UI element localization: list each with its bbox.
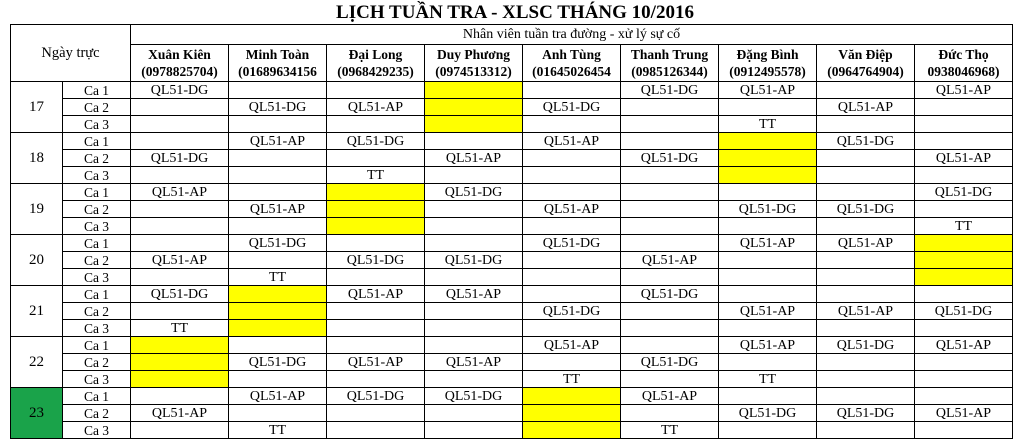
shift-row xyxy=(11,320,1013,337)
shift-label: Ca 1 xyxy=(63,133,131,150)
assignment-cell: QL51-DG xyxy=(621,354,719,371)
shift-label: Ca 2 xyxy=(63,405,131,422)
day-number: 18 xyxy=(11,133,63,184)
shift-label: Ca 1 xyxy=(63,82,131,99)
assignment-cell xyxy=(523,116,621,133)
assignment-cell: QL51-DG xyxy=(327,252,425,269)
assignment-cell xyxy=(425,320,523,337)
day-column-header: Ngày trực xyxy=(11,25,131,82)
assignment-cell: QL51-DG xyxy=(425,252,523,269)
assignment-cell xyxy=(131,167,229,184)
staff-header xyxy=(719,45,817,82)
off-duty-cell xyxy=(523,388,621,405)
staff-name: Duy Phương xyxy=(437,47,510,62)
assignment-cell: TT xyxy=(719,371,817,388)
assignment-cell xyxy=(621,371,719,388)
assignment-cell xyxy=(425,303,523,320)
assignment-cell xyxy=(327,337,425,354)
shift-row xyxy=(11,286,1013,303)
assignment-cell xyxy=(621,320,719,337)
assignment-cell: QL51-AP xyxy=(425,354,523,371)
staff-header xyxy=(229,45,327,82)
assignment-cell xyxy=(327,235,425,252)
staff-phone: (0985126344) xyxy=(631,64,708,79)
assignment-cell: QL51-AP xyxy=(327,286,425,303)
assignment-cell xyxy=(425,167,523,184)
assignment-cell xyxy=(425,218,523,235)
assignment-cell xyxy=(817,320,915,337)
assignment-cell xyxy=(621,167,719,184)
assignment-cell: QL51-DG xyxy=(131,286,229,303)
assignment-cell xyxy=(817,82,915,99)
assignment-cell: QL51-AP xyxy=(817,99,915,116)
assignment-cell: QL51-DG xyxy=(621,82,719,99)
assignment-cell: QL51-DG xyxy=(425,184,523,201)
assignment-cell xyxy=(523,82,621,99)
shift-row xyxy=(11,337,1013,354)
shift-label: Ca 2 xyxy=(63,252,131,269)
assignment-cell xyxy=(719,422,817,439)
assignment-cell: QL51-AP xyxy=(523,337,621,354)
header-row-staff xyxy=(11,45,1013,82)
shift-label: Ca 3 xyxy=(63,116,131,133)
shift-row xyxy=(11,235,1013,252)
assignment-cell xyxy=(425,133,523,150)
assignment-cell: QL51-AP xyxy=(719,303,817,320)
day-number: 20 xyxy=(11,235,63,286)
assignment-cell: QL51-DG xyxy=(523,235,621,252)
assignment-cell xyxy=(327,303,425,320)
assignment-cell xyxy=(817,116,915,133)
assignment-cell: QL51-AP xyxy=(915,337,1013,354)
assignment-cell xyxy=(229,82,327,99)
off-duty-cell xyxy=(915,235,1013,252)
staff-name: Thanh Trung xyxy=(630,47,709,62)
assignment-cell xyxy=(817,184,915,201)
shift-row xyxy=(11,184,1013,201)
assignment-cell xyxy=(425,201,523,218)
staff-header xyxy=(621,45,719,82)
assignment-cell: QL51-DG xyxy=(523,303,621,320)
shift-label: Ca 2 xyxy=(63,99,131,116)
assignment-cell: QL51-DG xyxy=(131,82,229,99)
assignment-cell xyxy=(915,167,1013,184)
off-duty-cell xyxy=(719,150,817,167)
assignment-cell xyxy=(425,337,523,354)
shift-label: Ca 1 xyxy=(63,337,131,354)
off-duty-cell xyxy=(915,269,1013,286)
assignment-cell xyxy=(621,303,719,320)
assignment-cell xyxy=(915,320,1013,337)
assignment-cell xyxy=(915,201,1013,218)
assignment-cell xyxy=(131,235,229,252)
assignment-cell: QL51-DG xyxy=(915,184,1013,201)
assignment-cell xyxy=(523,184,621,201)
shift-label: Ca 3 xyxy=(63,218,131,235)
assignment-cell: QL51-DG xyxy=(817,337,915,354)
off-duty-cell xyxy=(327,201,425,218)
assignment-cell xyxy=(817,422,915,439)
assignment-cell xyxy=(621,337,719,354)
staff-header xyxy=(327,45,425,82)
assignment-cell xyxy=(523,218,621,235)
assignment-cell xyxy=(719,184,817,201)
staff-phone: (01689634156 xyxy=(238,64,317,79)
assignment-cell: QL51-AP xyxy=(523,133,621,150)
assignment-cell xyxy=(425,422,523,439)
assignment-cell xyxy=(327,405,425,422)
assignment-cell xyxy=(327,150,425,167)
schedule-body xyxy=(11,25,1013,439)
off-duty-cell xyxy=(425,116,523,133)
assignment-cell xyxy=(621,116,719,133)
assignment-cell: QL51-AP xyxy=(131,405,229,422)
assignment-cell xyxy=(523,354,621,371)
off-duty-cell xyxy=(131,354,229,371)
assignment-cell: TT xyxy=(229,269,327,286)
assignment-cell xyxy=(915,354,1013,371)
assignment-cell: QL51-AP xyxy=(817,235,915,252)
staff-name: Đại Long xyxy=(348,47,403,62)
shift-row xyxy=(11,388,1013,405)
staff-header xyxy=(817,45,915,82)
assignment-cell xyxy=(229,337,327,354)
assignment-cell xyxy=(425,371,523,388)
assignment-cell: QL51-AP xyxy=(229,133,327,150)
patrol-schedule-table xyxy=(10,24,1013,439)
assignment-cell xyxy=(131,116,229,133)
assignment-cell: QL51-DG xyxy=(425,388,523,405)
assignment-cell: QL51-DG xyxy=(719,405,817,422)
assignment-cell xyxy=(817,150,915,167)
shift-label: Ca 3 xyxy=(63,371,131,388)
assignment-cell xyxy=(719,320,817,337)
day-number: 21 xyxy=(11,286,63,337)
staff-header xyxy=(523,45,621,82)
assignment-cell xyxy=(915,388,1013,405)
assignment-cell xyxy=(131,269,229,286)
off-duty-cell xyxy=(229,286,327,303)
assignment-cell: QL51-AP xyxy=(621,388,719,405)
staff-phone: (0974513312) xyxy=(435,64,512,79)
assignment-cell: QL51-AP xyxy=(817,303,915,320)
shift-label: Ca 3 xyxy=(63,167,131,184)
assignment-cell xyxy=(131,422,229,439)
staff-name: Đức Thọ xyxy=(938,47,989,62)
assignment-cell: QL51-AP xyxy=(915,150,1013,167)
assignment-cell xyxy=(523,252,621,269)
shift-label: Ca 3 xyxy=(63,422,131,439)
shift-label: Ca 2 xyxy=(63,201,131,218)
assignment-cell: QL51-AP xyxy=(131,184,229,201)
assignment-cell xyxy=(817,167,915,184)
assignment-cell xyxy=(229,150,327,167)
shift-row xyxy=(11,133,1013,150)
assignment-cell xyxy=(719,354,817,371)
shift-label: Ca 1 xyxy=(63,184,131,201)
assignment-cell: QL51-AP xyxy=(719,337,817,354)
off-duty-cell xyxy=(229,303,327,320)
staff-phone: (0978825704) xyxy=(141,64,218,79)
shift-row xyxy=(11,201,1013,218)
assignment-cell: QL51-DG xyxy=(523,99,621,116)
shift-row xyxy=(11,252,1013,269)
staff-header xyxy=(131,45,229,82)
staff-phone: (01645026454 xyxy=(532,64,611,79)
staff-name: Anh Tùng xyxy=(542,47,601,62)
assignment-cell xyxy=(915,116,1013,133)
day-number: 22 xyxy=(11,337,63,388)
off-duty-cell xyxy=(425,82,523,99)
assignment-cell xyxy=(915,99,1013,116)
staff-header xyxy=(425,45,523,82)
assignment-cell xyxy=(621,99,719,116)
assignment-cell xyxy=(817,252,915,269)
assignment-cell xyxy=(425,269,523,286)
off-duty-cell xyxy=(131,337,229,354)
assignment-cell xyxy=(621,269,719,286)
assignment-cell xyxy=(719,218,817,235)
assignment-cell: QL51-AP xyxy=(719,235,817,252)
assignment-cell xyxy=(817,354,915,371)
assignment-cell xyxy=(719,269,817,286)
assignment-cell xyxy=(719,286,817,303)
assignment-cell xyxy=(131,99,229,116)
assignment-cell xyxy=(523,167,621,184)
assignment-cell xyxy=(817,269,915,286)
assignment-cell: QL51-DG xyxy=(817,133,915,150)
assignment-cell: TT xyxy=(229,422,327,439)
staff-phone: (0968429235) xyxy=(337,64,414,79)
assignment-cell xyxy=(621,133,719,150)
assignment-cell xyxy=(327,82,425,99)
assignment-cell xyxy=(817,218,915,235)
assignment-cell xyxy=(621,201,719,218)
staff-phone: (0964764904) xyxy=(827,64,904,79)
assignment-cell xyxy=(229,184,327,201)
assignment-cell xyxy=(327,269,425,286)
assignment-cell xyxy=(621,218,719,235)
assignment-cell xyxy=(719,252,817,269)
shift-label: Ca 1 xyxy=(63,286,131,303)
assignment-cell: TT xyxy=(131,320,229,337)
assignment-cell xyxy=(131,201,229,218)
assignment-cell: TT xyxy=(915,218,1013,235)
staff-name: Xuân Kiên xyxy=(148,47,211,62)
shift-label: Ca 3 xyxy=(63,269,131,286)
assignment-cell xyxy=(915,286,1013,303)
shift-row xyxy=(11,218,1013,235)
staff-name: Minh Toàn xyxy=(245,47,310,62)
assignment-cell xyxy=(229,252,327,269)
assignment-cell: QL51-AP xyxy=(523,201,621,218)
assignment-cell: QL51-DG xyxy=(327,133,425,150)
shift-row xyxy=(11,116,1013,133)
assignment-cell: QL51-DG xyxy=(621,286,719,303)
assignment-cell xyxy=(817,388,915,405)
assignment-cell xyxy=(621,235,719,252)
assignment-cell: QL51-DG xyxy=(131,150,229,167)
assignment-cell xyxy=(425,235,523,252)
assignment-cell xyxy=(131,303,229,320)
shift-row xyxy=(11,371,1013,388)
shift-row xyxy=(11,405,1013,422)
assignment-cell xyxy=(327,422,425,439)
staff-group-header: Nhân viên tuần tra đường - xử lý sự cố xyxy=(131,25,1013,45)
shift-row xyxy=(11,354,1013,371)
assignment-cell xyxy=(327,116,425,133)
assignment-cell xyxy=(523,320,621,337)
shift-label: Ca 1 xyxy=(63,235,131,252)
off-duty-cell xyxy=(915,252,1013,269)
assignment-cell: QL51-AP xyxy=(719,82,817,99)
assignment-cell: QL51-AP xyxy=(621,252,719,269)
day-number: 17 xyxy=(11,82,63,133)
assignment-cell: QL51-DG xyxy=(229,99,327,116)
assignment-cell xyxy=(817,286,915,303)
assignment-cell: QL51-DG xyxy=(327,388,425,405)
assignment-cell: TT xyxy=(621,422,719,439)
assignment-cell: QL51-DG xyxy=(817,201,915,218)
day-number: 19 xyxy=(11,184,63,235)
staff-phone: 0938046968) xyxy=(927,64,1000,79)
shift-row xyxy=(11,303,1013,320)
assignment-cell xyxy=(719,99,817,116)
assignment-cell xyxy=(915,133,1013,150)
staff-phone: (0912495578) xyxy=(729,64,806,79)
assignment-cell xyxy=(131,133,229,150)
off-duty-cell xyxy=(523,405,621,422)
assignment-cell: QL51-DG xyxy=(915,303,1013,320)
assignment-cell: TT xyxy=(719,116,817,133)
shift-label: Ca 2 xyxy=(63,150,131,167)
shift-row xyxy=(11,82,1013,99)
assignment-cell: QL51-DG xyxy=(621,150,719,167)
assignment-cell: QL51-AP xyxy=(131,252,229,269)
assignment-cell xyxy=(621,405,719,422)
assignment-cell xyxy=(915,371,1013,388)
assignment-cell xyxy=(327,371,425,388)
day-number: 23 xyxy=(11,388,63,439)
assignment-cell: QL51-AP xyxy=(915,405,1013,422)
assignment-cell xyxy=(131,218,229,235)
off-duty-cell xyxy=(425,99,523,116)
assignment-cell: QL51-AP xyxy=(425,286,523,303)
assignment-cell xyxy=(229,405,327,422)
shift-label: Ca 2 xyxy=(63,303,131,320)
assignment-cell xyxy=(229,116,327,133)
assignment-cell xyxy=(719,388,817,405)
shift-label: Ca 3 xyxy=(63,320,131,337)
assignment-cell: QL51-DG xyxy=(229,235,327,252)
assignment-cell xyxy=(523,269,621,286)
shift-row xyxy=(11,150,1013,167)
assignment-cell: QL51-DG xyxy=(719,201,817,218)
assignment-cell xyxy=(425,405,523,422)
shift-label: Ca 2 xyxy=(63,354,131,371)
assignment-cell: TT xyxy=(327,167,425,184)
off-duty-cell xyxy=(327,218,425,235)
assignment-cell xyxy=(523,286,621,303)
assignment-cell xyxy=(229,218,327,235)
schedule-title: LỊCH TUẦN TRA - XLSC THÁNG 10/2016 xyxy=(336,2,694,23)
header-row-group xyxy=(11,25,1013,45)
shift-row xyxy=(11,167,1013,184)
off-duty-cell xyxy=(719,133,817,150)
assignment-cell: QL51-AP xyxy=(915,82,1013,99)
staff-header xyxy=(915,45,1013,82)
off-duty-cell xyxy=(229,320,327,337)
assignment-cell: QL51-AP xyxy=(229,201,327,218)
off-duty-cell xyxy=(131,371,229,388)
off-duty-cell xyxy=(327,184,425,201)
assignment-cell: QL51-AP xyxy=(327,354,425,371)
assignment-cell xyxy=(523,150,621,167)
assignment-cell xyxy=(327,320,425,337)
assignment-cell: TT xyxy=(523,371,621,388)
assignment-cell: QL51-AP xyxy=(327,99,425,116)
assignment-cell xyxy=(621,184,719,201)
assignment-cell: QL51-DG xyxy=(817,405,915,422)
assignment-cell xyxy=(817,371,915,388)
assignment-cell: QL51-AP xyxy=(229,388,327,405)
assignment-cell xyxy=(229,371,327,388)
assignment-cell: QL51-DG xyxy=(229,354,327,371)
staff-name: Văn Điệp xyxy=(838,47,893,62)
off-duty-cell xyxy=(719,167,817,184)
assignment-cell xyxy=(131,388,229,405)
staff-name: Đặng Bình xyxy=(736,47,799,62)
off-duty-cell xyxy=(523,422,621,439)
shift-row xyxy=(11,269,1013,286)
shift-row xyxy=(11,99,1013,116)
assignment-cell xyxy=(229,167,327,184)
shift-label: Ca 1 xyxy=(63,388,131,405)
shift-row xyxy=(11,422,1013,439)
assignment-cell xyxy=(915,422,1013,439)
assignment-cell: QL51-AP xyxy=(425,150,523,167)
